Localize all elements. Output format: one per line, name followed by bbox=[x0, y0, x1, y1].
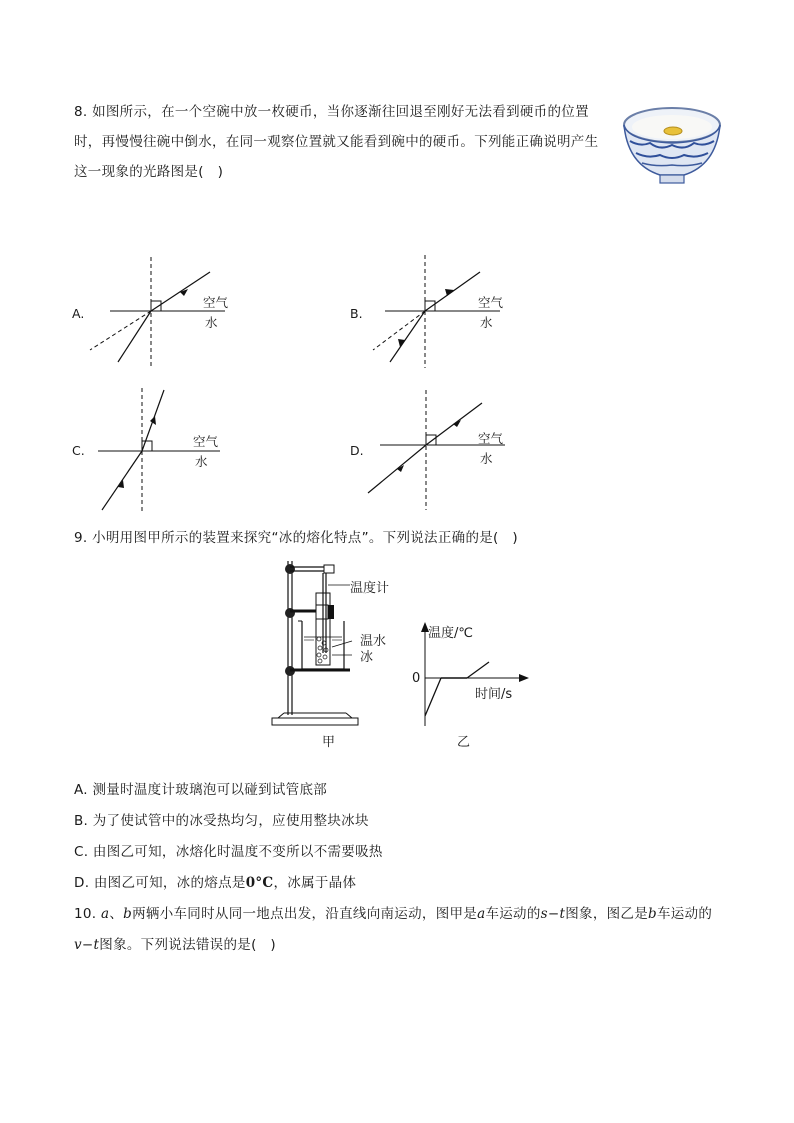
q10-var-b: b bbox=[123, 906, 133, 922]
q10-st-label: s−t bbox=[540, 906, 566, 922]
q10-text-3: 车运动的 bbox=[485, 906, 541, 922]
q9-option-d-prefix: D. 由图乙可知，冰的熔点是 bbox=[74, 875, 246, 891]
q9-graph-xlabel: 时间/s bbox=[475, 687, 513, 702]
q8-option-b-label[interactable]: B. bbox=[350, 306, 363, 321]
q8-option-a-water-label: 水 bbox=[205, 315, 218, 330]
q10-text-1: 、 bbox=[109, 906, 124, 922]
q8-stem-line1: 8. 如图所示，在一个空碗中放一枚硬币，当你逐渐往回退至刚好无法看到硬币的位置 bbox=[74, 104, 589, 120]
q9-option-d-suffix: ，冰属于晶体 bbox=[273, 875, 357, 891]
q8-option-b-water-label: 水 bbox=[480, 315, 493, 330]
q9-option-a[interactable]: A. 测量时温度计玻璃泡可以碰到试管底部 bbox=[74, 782, 328, 798]
q9-figure-jia-caption: 甲 bbox=[322, 735, 336, 750]
q8-stem-line2: 时，再慢慢往碗中倒水，在同一观察位置就又能看到碗中的硬币。下列能正确说明产生 bbox=[74, 134, 599, 150]
q9-graph-origin: 0 bbox=[412, 671, 421, 686]
q9-graph-ylabel: 温度/℃ bbox=[428, 626, 473, 641]
q10-text-4: 图象，图乙是 bbox=[565, 906, 649, 922]
q10-text-2: 两辆小车同时从同一地点出发，沿直线向南运动，图甲是 bbox=[132, 906, 478, 922]
q8-option-d-label[interactable]: D. bbox=[350, 443, 364, 458]
q9-warm-water-label: 温水 bbox=[360, 634, 387, 649]
q8-option-d-diagram bbox=[360, 385, 520, 515]
q10-text-6: 图象。下列说法错误的是( ) bbox=[99, 937, 276, 953]
q10-vt-label: v−t bbox=[74, 937, 100, 953]
q9-option-b[interactable]: B. 为了使试管中的冰受热均匀，应使用整块冰块 bbox=[74, 813, 369, 829]
q9-figure-yi-caption: 乙 bbox=[457, 735, 471, 750]
q8-option-c-label[interactable]: C. bbox=[72, 443, 85, 458]
q9-option-d-value: 0°C bbox=[245, 875, 274, 891]
q8-option-c-diagram bbox=[90, 385, 240, 515]
q8-option-d-water-label: 水 bbox=[480, 451, 493, 466]
q8-option-c-water-label: 水 bbox=[195, 454, 208, 469]
q9-stem: 9. 小明用图甲所示的装置来探究“冰的熔化特点”。下列说法正确的是( ) bbox=[74, 530, 518, 546]
q8-option-d-air-label: 空气 bbox=[478, 431, 504, 446]
q10-var-b2: b bbox=[648, 906, 657, 922]
q9-thermometer-label: 温度计 bbox=[350, 581, 390, 596]
q9-option-d[interactable] bbox=[74, 874, 356, 892]
q10-text-5: 车运动的 bbox=[657, 906, 713, 922]
q10-var-a: a bbox=[100, 906, 110, 922]
q8-option-b-air-label: 空气 bbox=[478, 295, 504, 310]
q8-stem-line3: 这一现象的光路图是( ) bbox=[74, 164, 224, 180]
q10-var-a2: a bbox=[477, 906, 486, 922]
q10-number: 10. bbox=[74, 906, 101, 922]
q9-ice-label: 冰 bbox=[360, 650, 374, 665]
bowl-with-coin-image bbox=[620, 103, 726, 189]
q8-option-a-label[interactable]: A. bbox=[72, 306, 85, 321]
q10-stem-line1 bbox=[74, 905, 712, 923]
q9-option-c[interactable]: C. 由图乙可知，冰熔化时温度不变所以不需要吸热 bbox=[74, 844, 383, 860]
q8-option-a-air-label: 空气 bbox=[203, 295, 229, 310]
q10-stem-line2 bbox=[74, 936, 276, 954]
q8-option-c-air-label: 空气 bbox=[193, 434, 219, 449]
